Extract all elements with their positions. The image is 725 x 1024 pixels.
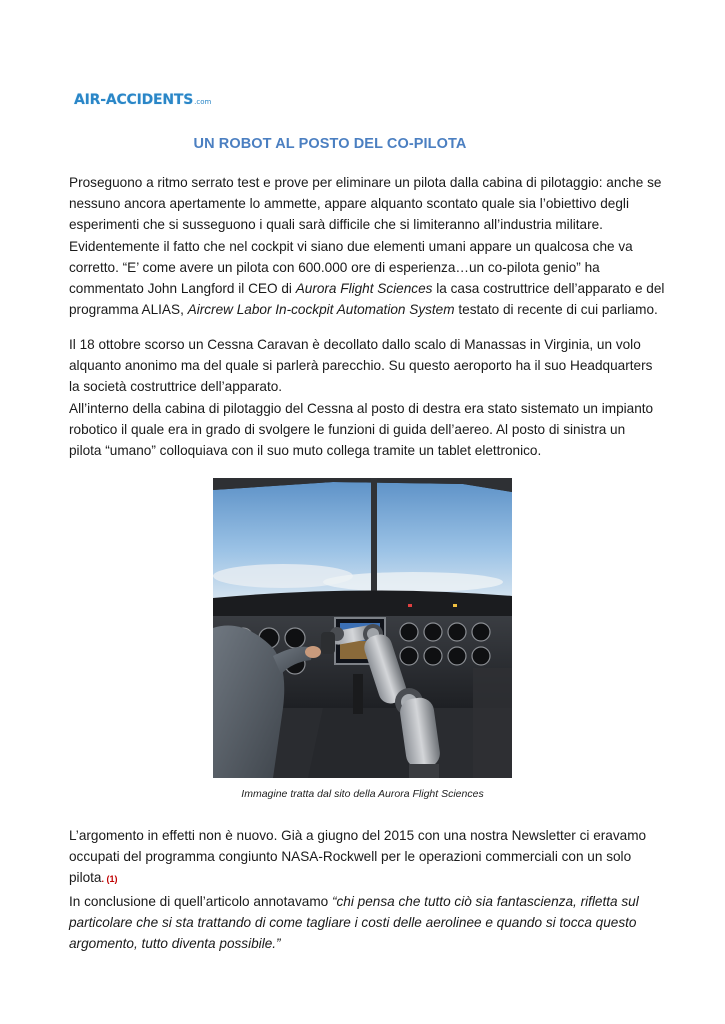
text-line: Proseguono a ritmo serrato test e prove per eliminare un pilota dalla cabina di pilotaggio: anche se bbox=[69, 175, 662, 190]
quote-text: particolare che si sta trattando di come tagliare i costi delle aerolinee e quando si tocca questo bbox=[69, 914, 637, 930]
text-line: commentato John Langford il CEO di Aurora Flight Sciences la casa costruttrice dell’apparato e del bbox=[69, 281, 665, 297]
text-line: robotico il quale era in grado di svolgere le funzioni di guida dell’aereo. Al posto di sinistra un bbox=[69, 421, 626, 437]
text-line: pilota “umano” colloquiava con il suo muto collega tramite un tablet elettronico. bbox=[69, 443, 542, 459]
text-line: L’argomento in effetti non è nuovo. Già a giugno del 2015 con una nostra Newsletter ci eravamo bbox=[69, 828, 647, 843]
text-line: esperimenti che si susseguono i quali sarà difficile che si limiteranno all’industria militare. bbox=[69, 217, 603, 233]
logo-suffix: .com bbox=[194, 98, 212, 106]
image-caption: Immagine tratta dal sito della Aurora Flight Sciences bbox=[241, 788, 484, 800]
text-line: Evidentemente il fatto che nel cockpit vi siano due elementi umani appare un qualcosa che va bbox=[69, 238, 633, 254]
quote-text: “chi pensa che tutto ciò sia fantascienza, rifletta sul bbox=[331, 893, 639, 909]
paragraph-conclusion bbox=[69, 825, 669, 954]
text-line: nessuno ancora apertamente lo ammette, appare alquanto scontato quale sia l’obiettivo degli bbox=[69, 196, 629, 212]
cockpit-robot-photo bbox=[213, 478, 512, 778]
article-title: UN ROBOT AL POSTO DEL CO-PILOTA bbox=[193, 136, 467, 152]
text-line: All’interno della cabina di pilotaggio del Cessna al posto di destra era stato sistemato un impianto bbox=[69, 400, 654, 416]
text-line: corretto. “E’ come avere un pilota con 600.000 ore di esperienza…un co-pilota genio” ha bbox=[69, 259, 600, 275]
quote-text: argomento, tutto diventa possibile.” bbox=[69, 936, 281, 952]
text-line: occupati del programma congiunto NASA-Rockwell per le operazioni commerciali con un solo bbox=[69, 849, 632, 865]
footnote-reference[interactable]: . (1) bbox=[101, 874, 118, 885]
text-line: alquanto anonimo ma del quale si parlerà parecchio. Su questo aeroporto ha il suo Headquarters bbox=[69, 358, 653, 374]
text-line bbox=[69, 933, 669, 954]
text-line: In conclusione di quell’articolo annotavamo “chi pensa che tutto ciò sia fantascienza, rifletta sul bbox=[69, 893, 639, 909]
logo-text: AIR-ACCIDENTS bbox=[74, 92, 194, 108]
text-line: programma ALIAS, Aircrew Labor In-cockpit Automation System testato di recente di cui parliamo. bbox=[69, 302, 658, 318]
paragraph-flight bbox=[69, 334, 669, 461]
text-line: la società costruttrice dell’apparato. bbox=[69, 379, 283, 395]
site-logo[interactable] bbox=[74, 92, 211, 112]
program-name: Aircrew Labor In-cockpit Automation System bbox=[187, 302, 455, 318]
paragraph-intro bbox=[69, 172, 669, 320]
text-line: Il 18 ottobre scorso un Cessna Caravan è decollato dallo scalo di Manassas in Virginia, un volo bbox=[69, 337, 641, 352]
text-line: pilota. (1) bbox=[69, 870, 118, 886]
text-line bbox=[69, 912, 669, 933]
company-name: Aurora Flight Sciences bbox=[295, 281, 433, 297]
